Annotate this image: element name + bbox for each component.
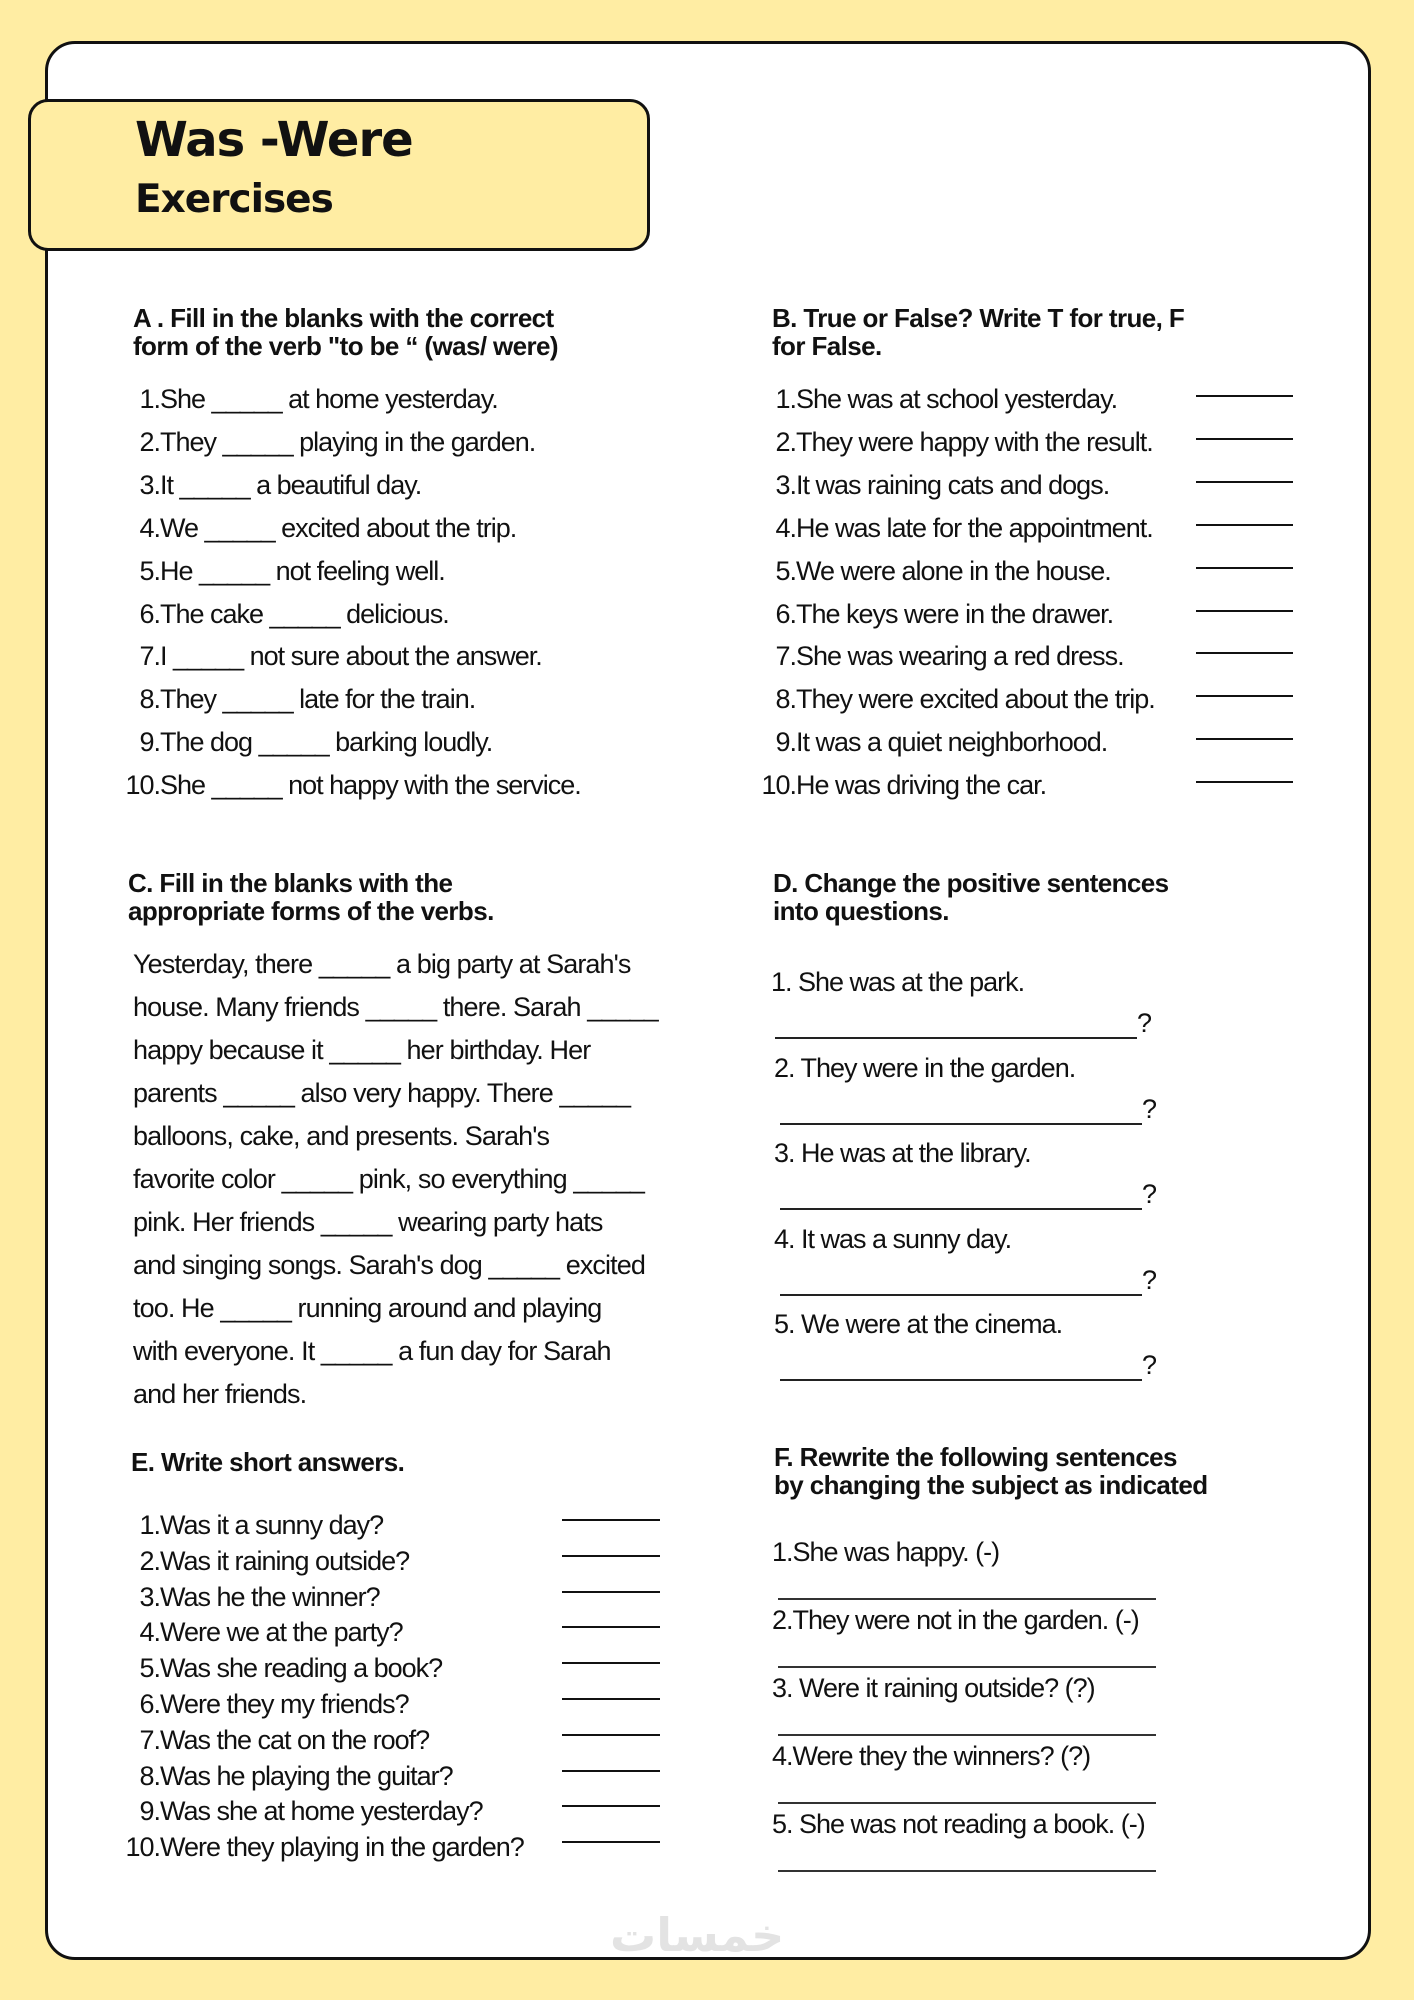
item-number: 6. [775, 598, 796, 629]
answer-blank[interactable] [562, 1591, 660, 1593]
item-text: Were they playing in the garden? [160, 1832, 524, 1863]
item-number: 2. [139, 426, 160, 457]
answer-blank[interactable] [1196, 395, 1293, 397]
item-number: 7. [139, 1724, 160, 1755]
paragraph-line: parents _____ also very happy. There _____ [133, 1078, 631, 1108]
exercise-item [120, 469, 421, 501]
item-text: The keys were in the drawer. [796, 598, 1114, 629]
question-mark: ? [1137, 1008, 1153, 1038]
short-answer-item [120, 1831, 524, 1863]
item-text: They _____ playing in the garden. [160, 426, 536, 457]
exercise-item [120, 426, 535, 458]
section-a-heading [133, 304, 558, 360]
true-false-item [756, 726, 1107, 758]
question-mark: ? [1142, 1350, 1158, 1380]
page-subtitle: Exercises [135, 177, 333, 222]
answer-blank[interactable] [562, 1841, 660, 1843]
item-number: 10. [761, 770, 796, 801]
answer-blank[interactable] [562, 1698, 660, 1700]
answer-blank[interactable] [778, 1802, 1156, 1804]
answer-blank[interactable] [1196, 481, 1293, 483]
question-mark: ? [1142, 1093, 1158, 1124]
true-false-item [756, 555, 1111, 587]
short-answer-item [120, 1509, 383, 1541]
item-text: Were we at the party? [160, 1617, 403, 1648]
short-answer-item [120, 1652, 442, 1684]
answer-blank[interactable] [1196, 738, 1293, 740]
answer-blank[interactable] [780, 1101, 1142, 1125]
paragraph-line: balloons, cake, and presents. Sarah's [133, 1121, 550, 1151]
section-b-heading-line1: B. True or False? Write T for true, F [772, 303, 1185, 333]
true-false-item [756, 769, 1046, 801]
item-number: 6. [139, 1689, 160, 1719]
item-text: Was it raining outside? [160, 1545, 410, 1576]
item-number: 2. [775, 426, 796, 457]
short-answer-item [120, 1688, 409, 1720]
question-prompt: 4. It was a sunny day. [774, 1223, 1012, 1254]
answer-blank[interactable] [778, 1734, 1156, 1736]
rewrite-prompt: 5. She was not reading a book. (-) [772, 1809, 1145, 1839]
exercise-item [120, 640, 542, 672]
item-number: 1. [139, 1510, 160, 1540]
section-e-heading: E. Write short answers. [131, 1447, 405, 1477]
question-answer-line[interactable] [780, 1264, 1157, 1296]
item-number: 5. [775, 555, 796, 586]
section-f-heading-line1: F. Rewrite the following sentences [774, 1442, 1177, 1472]
exercise-item [120, 683, 475, 715]
true-false-item [756, 426, 1153, 458]
question-answer-line[interactable] [780, 1093, 1157, 1125]
paragraph-line: favorite color _____ pink, so everything _____ [133, 1164, 644, 1194]
watermark-logo: خمسات [610, 1908, 785, 1962]
item-text: He was driving the car. [796, 770, 1047, 801]
answer-blank[interactable] [562, 1734, 660, 1736]
section-c-heading [128, 869, 494, 925]
question-mark: ? [1142, 1264, 1158, 1295]
item-number: 8. [139, 1760, 160, 1791]
item-number: 3. [139, 1581, 160, 1612]
item-text: We _____ excited about the trip. [160, 512, 517, 543]
item-text: Was the cat on the roof? [160, 1724, 430, 1755]
answer-blank[interactable] [1196, 610, 1293, 612]
page-title: Was -Were [135, 112, 413, 168]
answer-blank[interactable] [778, 1666, 1156, 1668]
section-d-heading-line1: D. Change the positive sentences [773, 868, 1169, 898]
answer-blank[interactable] [562, 1626, 660, 1628]
true-false-item [756, 512, 1153, 544]
answer-blank[interactable] [775, 1015, 1137, 1039]
question-answer-line[interactable] [775, 1007, 1152, 1039]
item-text: She was wearing a red dress. [796, 641, 1124, 672]
section-f-heading-line2: by changing the subject as indicated [774, 1470, 1208, 1500]
question-mark: ? [1142, 1179, 1158, 1209]
section-a-heading-line1: A . Fill in the blanks with the correct [133, 303, 554, 333]
short-answer-item [120, 1581, 380, 1613]
paragraph-line: happy because it _____ her birthday. Her [133, 1035, 591, 1065]
section-b-heading-line2: for False. [772, 331, 882, 361]
answer-blank[interactable] [780, 1186, 1142, 1210]
exercise-item [120, 555, 445, 587]
paragraph-line: and her friends. [133, 1379, 307, 1409]
item-text: It _____ a beautiful day. [160, 469, 422, 500]
item-number: 5. [139, 1653, 160, 1684]
item-text: Was it a sunny day? [160, 1510, 384, 1540]
item-text: I _____ not sure about the answer. [160, 641, 542, 672]
answer-blank[interactable] [1196, 524, 1293, 526]
rewrite-prompt: 2.They were not in the garden. (-) [772, 1605, 1139, 1635]
answer-blank[interactable] [780, 1357, 1142, 1381]
item-text: She _____ at home yesterday. [160, 384, 498, 414]
item-text: Were they my friends? [160, 1689, 409, 1719]
answer-blank[interactable] [562, 1662, 660, 1664]
exercise-item [120, 598, 449, 630]
short-answer-item [120, 1795, 483, 1827]
section-d-heading [773, 869, 1168, 925]
item-number: 1. [139, 384, 160, 414]
question-prompt: 5. We were at the cinema. [774, 1309, 1063, 1339]
true-false-item [756, 469, 1109, 501]
item-number: 9. [139, 727, 160, 758]
section-f-heading [774, 1443, 1208, 1499]
section-b-heading [772, 304, 1184, 360]
short-answer-item [120, 1545, 409, 1577]
answer-blank[interactable] [1196, 781, 1293, 783]
answer-blank[interactable] [562, 1770, 660, 1772]
item-number: 10. [125, 770, 160, 801]
item-text: Was she at home yesterday? [160, 1796, 483, 1827]
answer-blank[interactable] [780, 1272, 1142, 1296]
item-number: 2. [139, 1545, 160, 1576]
true-false-item [756, 640, 1124, 672]
rewrite-prompt: 4.Were they the winners? (?) [772, 1741, 1091, 1771]
answer-blank[interactable] [562, 1555, 660, 1557]
item-text: He _____ not feeling well. [160, 555, 445, 586]
item-text: The cake _____ delicious. [160, 598, 449, 629]
rewrite-prompt: 1.She was happy. (-) [772, 1537, 1000, 1567]
item-number: 4. [775, 512, 796, 543]
item-number: 8. [775, 684, 796, 715]
true-false-item [756, 383, 1117, 415]
item-number: 7. [775, 641, 796, 672]
item-text: They were excited about the trip. [796, 684, 1155, 715]
answer-blank[interactable] [1196, 652, 1293, 654]
item-number: 6. [139, 598, 160, 629]
paragraph-line: Yesterday, there _____ a big party at Sarah's [133, 949, 631, 979]
item-text: Was she reading a book? [160, 1653, 443, 1684]
item-number: 5. [139, 555, 160, 586]
item-number: 10. [125, 1832, 160, 1863]
item-text: They were happy with the result. [796, 426, 1153, 457]
item-number: 3. [139, 469, 160, 500]
true-false-item [756, 598, 1113, 630]
section-c-heading-line1: C. Fill in the blanks with the [128, 868, 453, 898]
question-answer-line[interactable] [780, 1178, 1157, 1210]
item-text: Was he the winner? [160, 1581, 380, 1612]
answer-blank[interactable] [1196, 695, 1293, 697]
question-answer-line[interactable] [780, 1349, 1157, 1381]
answer-blank[interactable] [562, 1519, 660, 1521]
short-answer-item [120, 1760, 453, 1792]
question-prompt: 2. They were in the garden. [774, 1052, 1076, 1083]
answer-blank[interactable] [778, 1870, 1156, 1872]
item-text: She _____ not happy with the service. [160, 770, 581, 801]
exercise-item [120, 769, 581, 801]
title-box [28, 99, 650, 251]
item-text: It was raining cats and dogs. [796, 469, 1110, 500]
short-answer-item [120, 1724, 429, 1756]
item-number: 1. [775, 384, 796, 414]
item-text: He was late for the appointment. [796, 512, 1153, 543]
section-a-heading-line2: form of the verb "to be “ (was/ were) [133, 331, 558, 361]
item-number: 9. [775, 727, 796, 758]
question-prompt: 1. She was at the park. [771, 967, 1025, 997]
exercise-item [120, 383, 498, 415]
paragraph-line: and singing songs. Sarah's dog _____ excited [133, 1250, 645, 1280]
section-c-paragraph [133, 943, 658, 1416]
answer-blank[interactable] [1196, 438, 1293, 440]
item-text: The dog _____ barking loudly. [160, 727, 493, 758]
section-c-heading-line2: appropriate forms of the verbs. [128, 896, 494, 926]
paragraph-line: pink. Her friends _____ wearing party hats [133, 1207, 603, 1237]
item-number: 4. [139, 512, 160, 543]
item-number: 8. [139, 684, 160, 715]
question-prompt: 3. He was at the library. [774, 1138, 1031, 1168]
paragraph-line: with everyone. It _____ a fun day for Sarah [133, 1336, 611, 1366]
item-text: It was a quiet neighborhood. [796, 727, 1108, 758]
answer-blank[interactable] [1196, 567, 1293, 569]
section-d-heading-line2: into questions. [773, 896, 949, 926]
item-text: She was at school yesterday. [796, 384, 1118, 414]
rewrite-prompt: 3. Were it raining outside? (?) [772, 1673, 1095, 1703]
item-number: 4. [139, 1617, 160, 1648]
paragraph-line: house. Many friends _____ there. Sarah _____ [133, 992, 658, 1022]
item-number: 7. [139, 641, 160, 672]
exercise-item [120, 726, 492, 758]
answer-blank[interactable] [778, 1598, 1156, 1600]
short-answer-item [120, 1616, 403, 1648]
paragraph-line: too. He _____ running around and playing [133, 1293, 602, 1323]
item-text: We were alone in the house. [796, 555, 1111, 586]
item-text: They _____ late for the train. [160, 684, 476, 715]
item-number: 3. [775, 469, 796, 500]
item-number: 9. [139, 1796, 160, 1827]
answer-blank[interactable] [562, 1805, 660, 1807]
item-text: Was he playing the guitar? [160, 1760, 453, 1791]
exercise-item [120, 512, 516, 544]
true-false-item [756, 683, 1155, 715]
